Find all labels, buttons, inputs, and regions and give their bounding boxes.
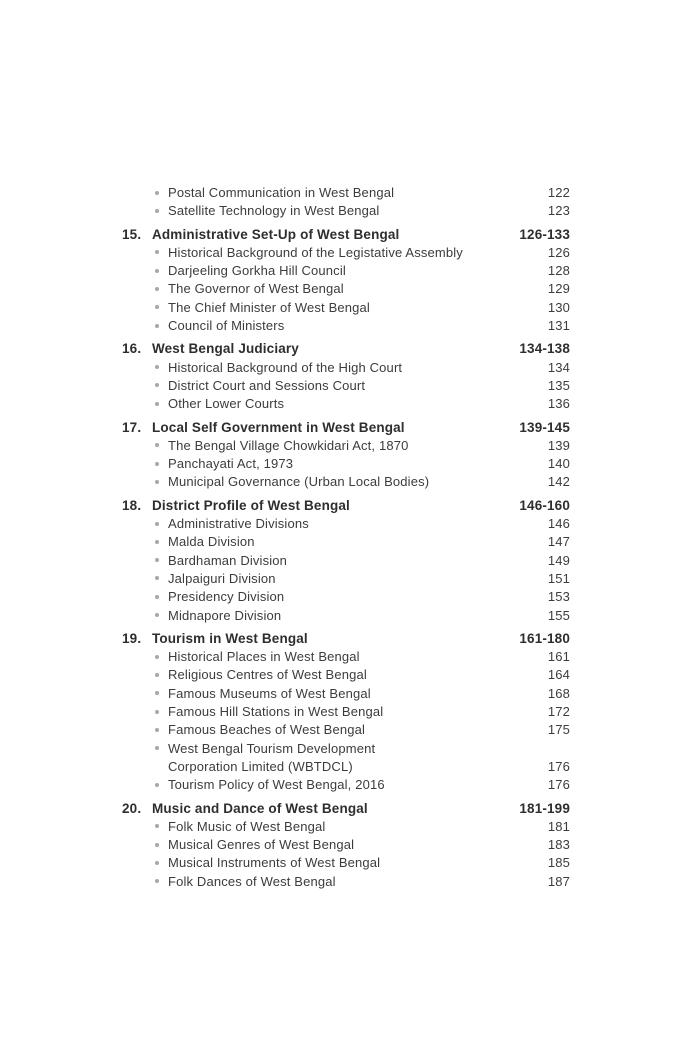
section-number: 18. [122,497,142,513]
section-title: West Bengal Judiciary [152,341,299,357]
section-number: 15. [122,226,142,242]
bullet-icon [155,202,168,220]
entry-title: Folk Music of West Bengal [168,818,326,834]
toc-entry [122,854,570,872]
toc-entry [122,685,570,703]
bullet-icon [155,299,168,317]
toc-entry [122,515,570,533]
section-title: Tourism in West Bengal [152,630,308,646]
entry-title: The Bengal Village Chowkidari Act, 1870 [168,437,409,453]
toc-entry [122,818,570,836]
bullet-icon [155,280,168,298]
toc-section [122,630,570,795]
toc-entry [122,377,570,395]
toc-entry [122,776,570,794]
entry-title: West Bengal Tourism Development Corporation Limited (WBTDCL) [168,740,376,774]
entry-page-number: 181 [547,818,570,834]
entry-title: Musical Genres of West Bengal [168,837,355,853]
section-page-range: 181-199 [519,800,570,816]
section-title: District Profile of West Bengal [152,497,350,513]
entry-page-number: 155 [547,607,570,623]
bullet-icon [155,317,168,335]
entry-title: Famous Beaches of West Bengal [168,722,366,738]
bullet-icon [155,359,168,377]
entry-page-number: 147 [547,534,570,550]
section-title: Music and Dance of West Bengal [152,800,368,816]
bullet-icon [155,648,168,666]
entry-title: The Governor of West Bengal [168,281,344,297]
toc-section [122,340,570,413]
toc-entry [122,202,570,220]
entry-title: Tourism Policy of West Bengal, 2016 [168,777,385,793]
section-page-range: 134-138 [519,341,570,357]
entry-title: Jalpaiguri Division [168,570,276,586]
entry-title: Municipal Governance (Urban Local Bodies) [168,474,430,490]
entry-title: Historical Background of the Legistative Assembly [168,244,463,260]
entry-page-number: 130 [547,299,570,315]
entry-title: Musical Instruments of West Bengal [168,855,381,871]
entry-title: Council of Ministers [168,318,285,334]
bullet-icon [155,685,168,703]
entry-page-number: 135 [547,377,570,393]
toc-entry [122,552,570,570]
bullet-icon [155,377,168,395]
bullet-icon [155,721,168,739]
toc-section [122,497,570,625]
entry-page-number: 172 [547,704,570,720]
entry-page-number: 146 [547,516,570,532]
bullet-icon [155,776,168,794]
toc-section-heading [122,630,570,648]
toc-section [122,226,570,336]
toc-entry [122,280,570,298]
bullet-icon [155,818,168,836]
toc-entry [122,588,570,606]
bullet-icon [155,515,168,533]
entry-page-number: 136 [547,396,570,412]
toc-entry [122,359,570,377]
entry-title: Darjeeling Gorkha Hill Council [168,263,346,279]
toc-entry [122,317,570,335]
entry-page-number: 134 [547,359,570,375]
entry-page-number: 123 [547,203,570,219]
entry-page-number: 153 [547,589,570,605]
toc-entry [122,570,570,588]
bullet-icon [155,854,168,872]
entry-page-number: 164 [547,667,570,683]
entry-title: Administrative Divisions [168,516,309,532]
toc-section [122,800,570,891]
entry-title: Postal Communication in West Bengal [168,185,395,200]
section-number: 17. [122,419,142,435]
entry-title: Bardhaman Division [168,552,288,568]
bullet-icon [155,552,168,570]
entry-title: Panchayati Act, 1973 [168,456,294,472]
bullet-icon [155,836,168,854]
entry-page-number: 142 [547,474,570,490]
bullet-icon [155,184,168,202]
toc-entry [122,703,570,721]
section-page-range: 161-180 [519,630,570,646]
bullet-icon [155,607,168,625]
section-number: 20. [122,800,142,816]
toc-entry [122,299,570,317]
entry-title: Religious Centres of West Bengal [168,667,367,683]
entry-page-number: 176 [547,777,570,793]
toc-entry [122,262,570,280]
entry-page-number: 149 [547,552,570,568]
entry-title: Famous Museums of West Bengal [168,685,371,701]
entry-page-number: 126 [547,244,570,260]
toc-section-heading [122,419,570,437]
entry-page-number: 183 [547,837,570,853]
bullet-icon [155,666,168,684]
entry-title: Malda Division [168,534,255,550]
toc-entry [122,244,570,262]
section-page-range: 139-145 [519,419,570,435]
toc-entry [122,721,570,739]
entry-title: Midnapore Division [168,607,282,623]
entry-title: Presidency Division [168,589,285,605]
toc-entry [122,473,570,491]
section-page-range: 126-133 [519,226,570,242]
toc-entry [122,437,570,455]
toc-section-heading [122,800,570,818]
entry-page-number: 139 [547,437,570,453]
entry-page-number: 161 [547,649,570,665]
entry-page-number: 131 [547,318,570,334]
entry-page-number: 151 [547,570,570,586]
entry-title: Other Lower Courts [168,396,285,412]
bullet-icon [155,455,168,473]
section-number: 16. [122,341,142,357]
section-page-range: 146-160 [519,497,570,513]
entry-page-number: 122 [547,185,570,200]
bullet-icon [155,395,168,413]
toc-section-heading [122,340,570,358]
table-of-contents [122,184,570,891]
bullet-icon [155,570,168,588]
toc-entry [122,455,570,473]
entry-page-number: 187 [547,873,570,889]
bullet-icon [155,703,168,721]
toc-entry [122,607,570,625]
bullet-icon [155,740,168,758]
toc-entry [122,533,570,551]
bullet-icon [155,473,168,491]
entry-title: Folk Dances of West Bengal [168,873,336,889]
toc-entry [122,666,570,684]
bullet-icon [155,873,168,891]
entry-title: Historical Places in West Bengal [168,649,360,665]
entry-page-number: 175 [547,722,570,738]
section-number: 19. [122,630,142,646]
section-title: Administrative Set-Up of West Bengal [152,226,400,242]
entry-title: District Court and Sessions Court [168,377,366,393]
toc-section-heading [122,497,570,515]
entry-title: Satellite Technology in West Bengal [168,203,380,219]
bullet-icon [155,244,168,262]
toc-section-heading [122,226,570,244]
entry-page-number: 129 [547,281,570,297]
section-title: Local Self Government in West Bengal [152,419,405,435]
bullet-icon [155,533,168,551]
toc-entry [122,648,570,666]
entry-page-number: 140 [547,456,570,472]
toc-entry [122,873,570,891]
toc-entry [122,836,570,854]
bullet-icon [155,437,168,455]
toc-section [122,419,570,492]
entry-page-number: 168 [547,685,570,701]
entry-page-number: 176 [547,758,570,774]
toc-entry [122,395,570,413]
bullet-icon [155,262,168,280]
entry-page-number: 128 [547,263,570,279]
toc-entry [122,184,570,202]
entry-title: Historical Background of the High Court [168,359,403,375]
bullet-icon [155,588,168,606]
entry-page-number: 185 [547,855,570,871]
toc-entry [122,740,570,777]
entry-title: Famous Hill Stations in West Bengal [168,704,384,720]
entry-title: The Chief Minister of West Bengal [168,299,370,315]
